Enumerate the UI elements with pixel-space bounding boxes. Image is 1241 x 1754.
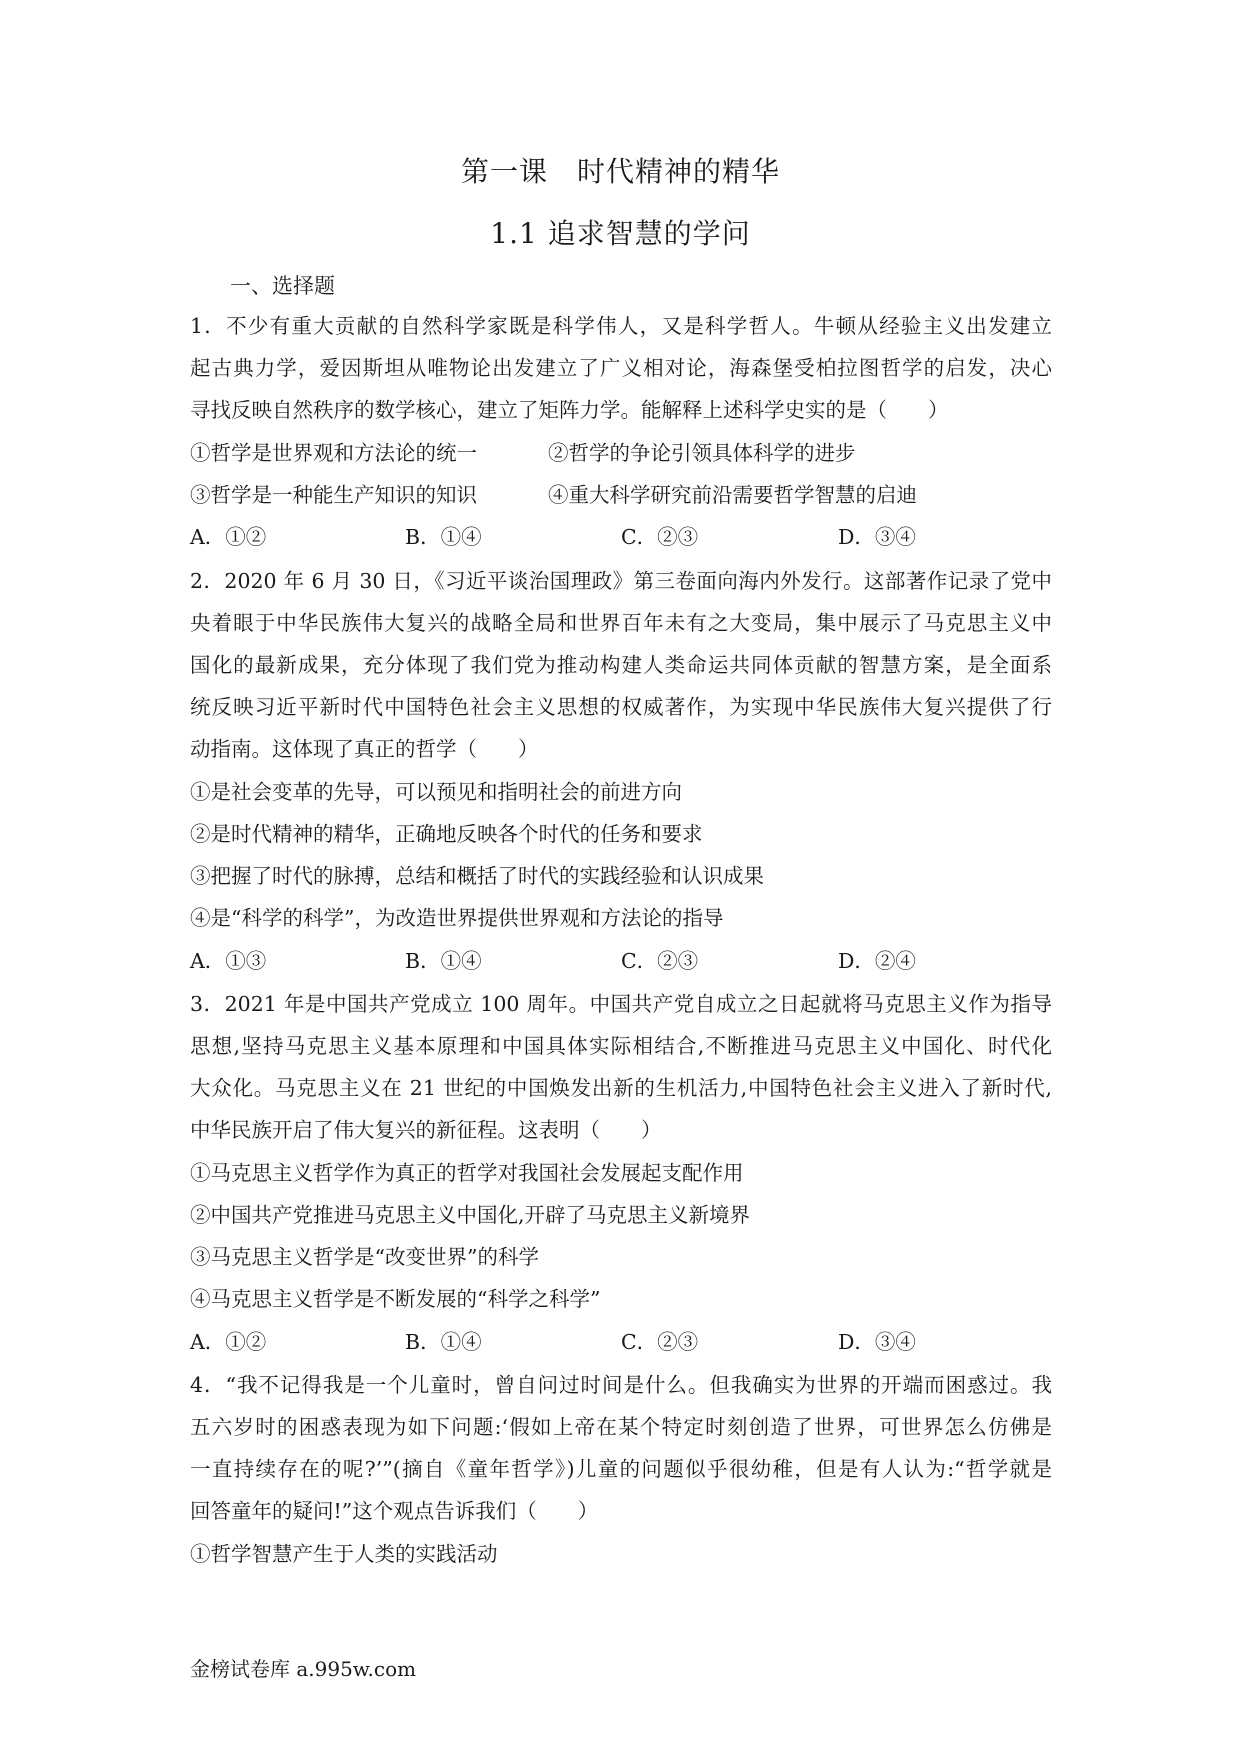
choice-d: D．②④ <box>838 949 916 973</box>
choice-d: D．③④ <box>838 525 916 549</box>
statement: ③马克思主义哲学是“改变世界”的科学 <box>190 1245 539 1269</box>
question-text-line: 五六岁时的困惑表现为如下问题:‘假如上帝在某个特定时刻创造了世界，可世界怎么仿佛是 <box>190 1415 1052 1439</box>
statement: ①马克思主义哲学作为真正的哲学对我国社会发展起支配作用 <box>190 1161 744 1185</box>
statement: ②中国共产党推进马克思主义中国化,开辟了马克思主义新境界 <box>190 1203 751 1227</box>
choice-a: A．①② <box>190 1330 267 1354</box>
question-text-line: 思想,坚持马克思主义基本原理和中国具体实际相结合,不断推进马克思主义中国化、时代化 <box>190 1034 1052 1058</box>
question-text-line: 一直持续存在的呢?’”(摘自《童年哲学》)儿童的问题似乎很幼稚，但是有人认为:“哲学就是 <box>190 1457 1052 1481</box>
choice-b: B．①④ <box>405 949 482 973</box>
question-text-line: 央着眼于中华民族伟大复兴的战略全局和世界百年未有之大变局，集中展示了马克思主义中 <box>190 611 1052 635</box>
choice-c: C．②③ <box>621 1330 699 1354</box>
statement: ④马克思主义哲学是不断发展的“科学之科学” <box>190 1287 601 1311</box>
question-text-line: 3．2021 年是中国共产党成立 100 周年。中国共产党自成立之日起就将马克思主义作为指导 <box>190 992 1052 1016</box>
statement: ③把握了时代的脉搏，总结和概括了时代的实践经验和认识成果 <box>190 864 764 888</box>
question-text-line: 国化的最新成果，充分体现了我们党为推动构建人类命运共同体贡献的智慧方案，是全面系 <box>190 653 1052 677</box>
statement: ①哲学智慧产生于人类的实践活动 <box>190 1542 498 1566</box>
choice-c: C．②③ <box>621 525 699 549</box>
question-text-line: 2．2020 年 6 月 30 日，《习近平谈治国理政》第三卷面向海内外发行。这部著作记录了党中 <box>190 569 1052 593</box>
question-text-line: 4．“我不记得我是一个儿童时，曾自问过时间是什么。但我确实为世界的开端而困惑过。我 <box>190 1373 1052 1397</box>
statement: ①是社会变革的先导，可以预见和指明社会的前进方向 <box>190 780 682 804</box>
choice-a: A．①③ <box>190 949 267 973</box>
question-text-line: 起古典力学，爱因斯坦从唯物论出发建立了广义相对论，海森堡受柏拉图哲学的启发，决心 <box>190 356 1052 380</box>
question-text-line: 统反映习近平新时代中国特色社会主义思想的权威著作，为实现中华民族伟大复兴提供了行 <box>190 695 1052 719</box>
statement: ②是时代精神的精华，正确地反映各个时代的任务和要求 <box>190 822 703 846</box>
page-subtitle: 1.1 追求智慧的学问 <box>490 217 751 250</box>
section-heading: 一、选择题 <box>230 274 335 298</box>
question-text-line: 中华民族开启了伟大复兴的新征程。这表明（ ） <box>190 1118 662 1142</box>
choice-c: C．②③ <box>621 949 699 973</box>
footer-source: 金榜试卷库 a.995w.com <box>190 1657 417 1681</box>
page-title: 第一课 时代精神的精华 <box>460 155 780 188</box>
choice-b: B．①④ <box>405 1330 482 1354</box>
question-text-line: 寻找反映自然秩序的数学核心，建立了矩阵力学。能解释上述科学史实的是（ ） <box>190 398 949 422</box>
statement: ④是“科学的科学”，为改造世界提供世界观和方法论的指导 <box>190 906 724 930</box>
statement: ①哲学是世界观和方法论的统一 <box>190 441 477 465</box>
choice-d: D．③④ <box>838 1330 916 1354</box>
choice-a: A．①② <box>190 525 267 549</box>
question-text-line: 大众化。马克思主义在 21 世纪的中国焕发出新的生机活力,中国特色社会主义进入了新时代, <box>190 1076 1052 1100</box>
question-text-line: 动指南。这体现了真正的哲学（ ） <box>190 737 539 761</box>
statement: ④重大科学研究前沿需要哲学智慧的启迪 <box>548 483 917 507</box>
statement: ③哲学是一种能生产知识的知识 <box>190 483 477 507</box>
question-text-line: 回答童年的疑问!”这个观点告诉我们（ ） <box>190 1499 599 1523</box>
choice-b: B．①④ <box>405 525 482 549</box>
statement: ②哲学的争论引领具体科学的进步 <box>548 441 856 465</box>
question-text-line: 1．不少有重大贡献的自然科学家既是科学伟人，又是科学哲人。牛顿从经验主义出发建立 <box>190 314 1052 338</box>
